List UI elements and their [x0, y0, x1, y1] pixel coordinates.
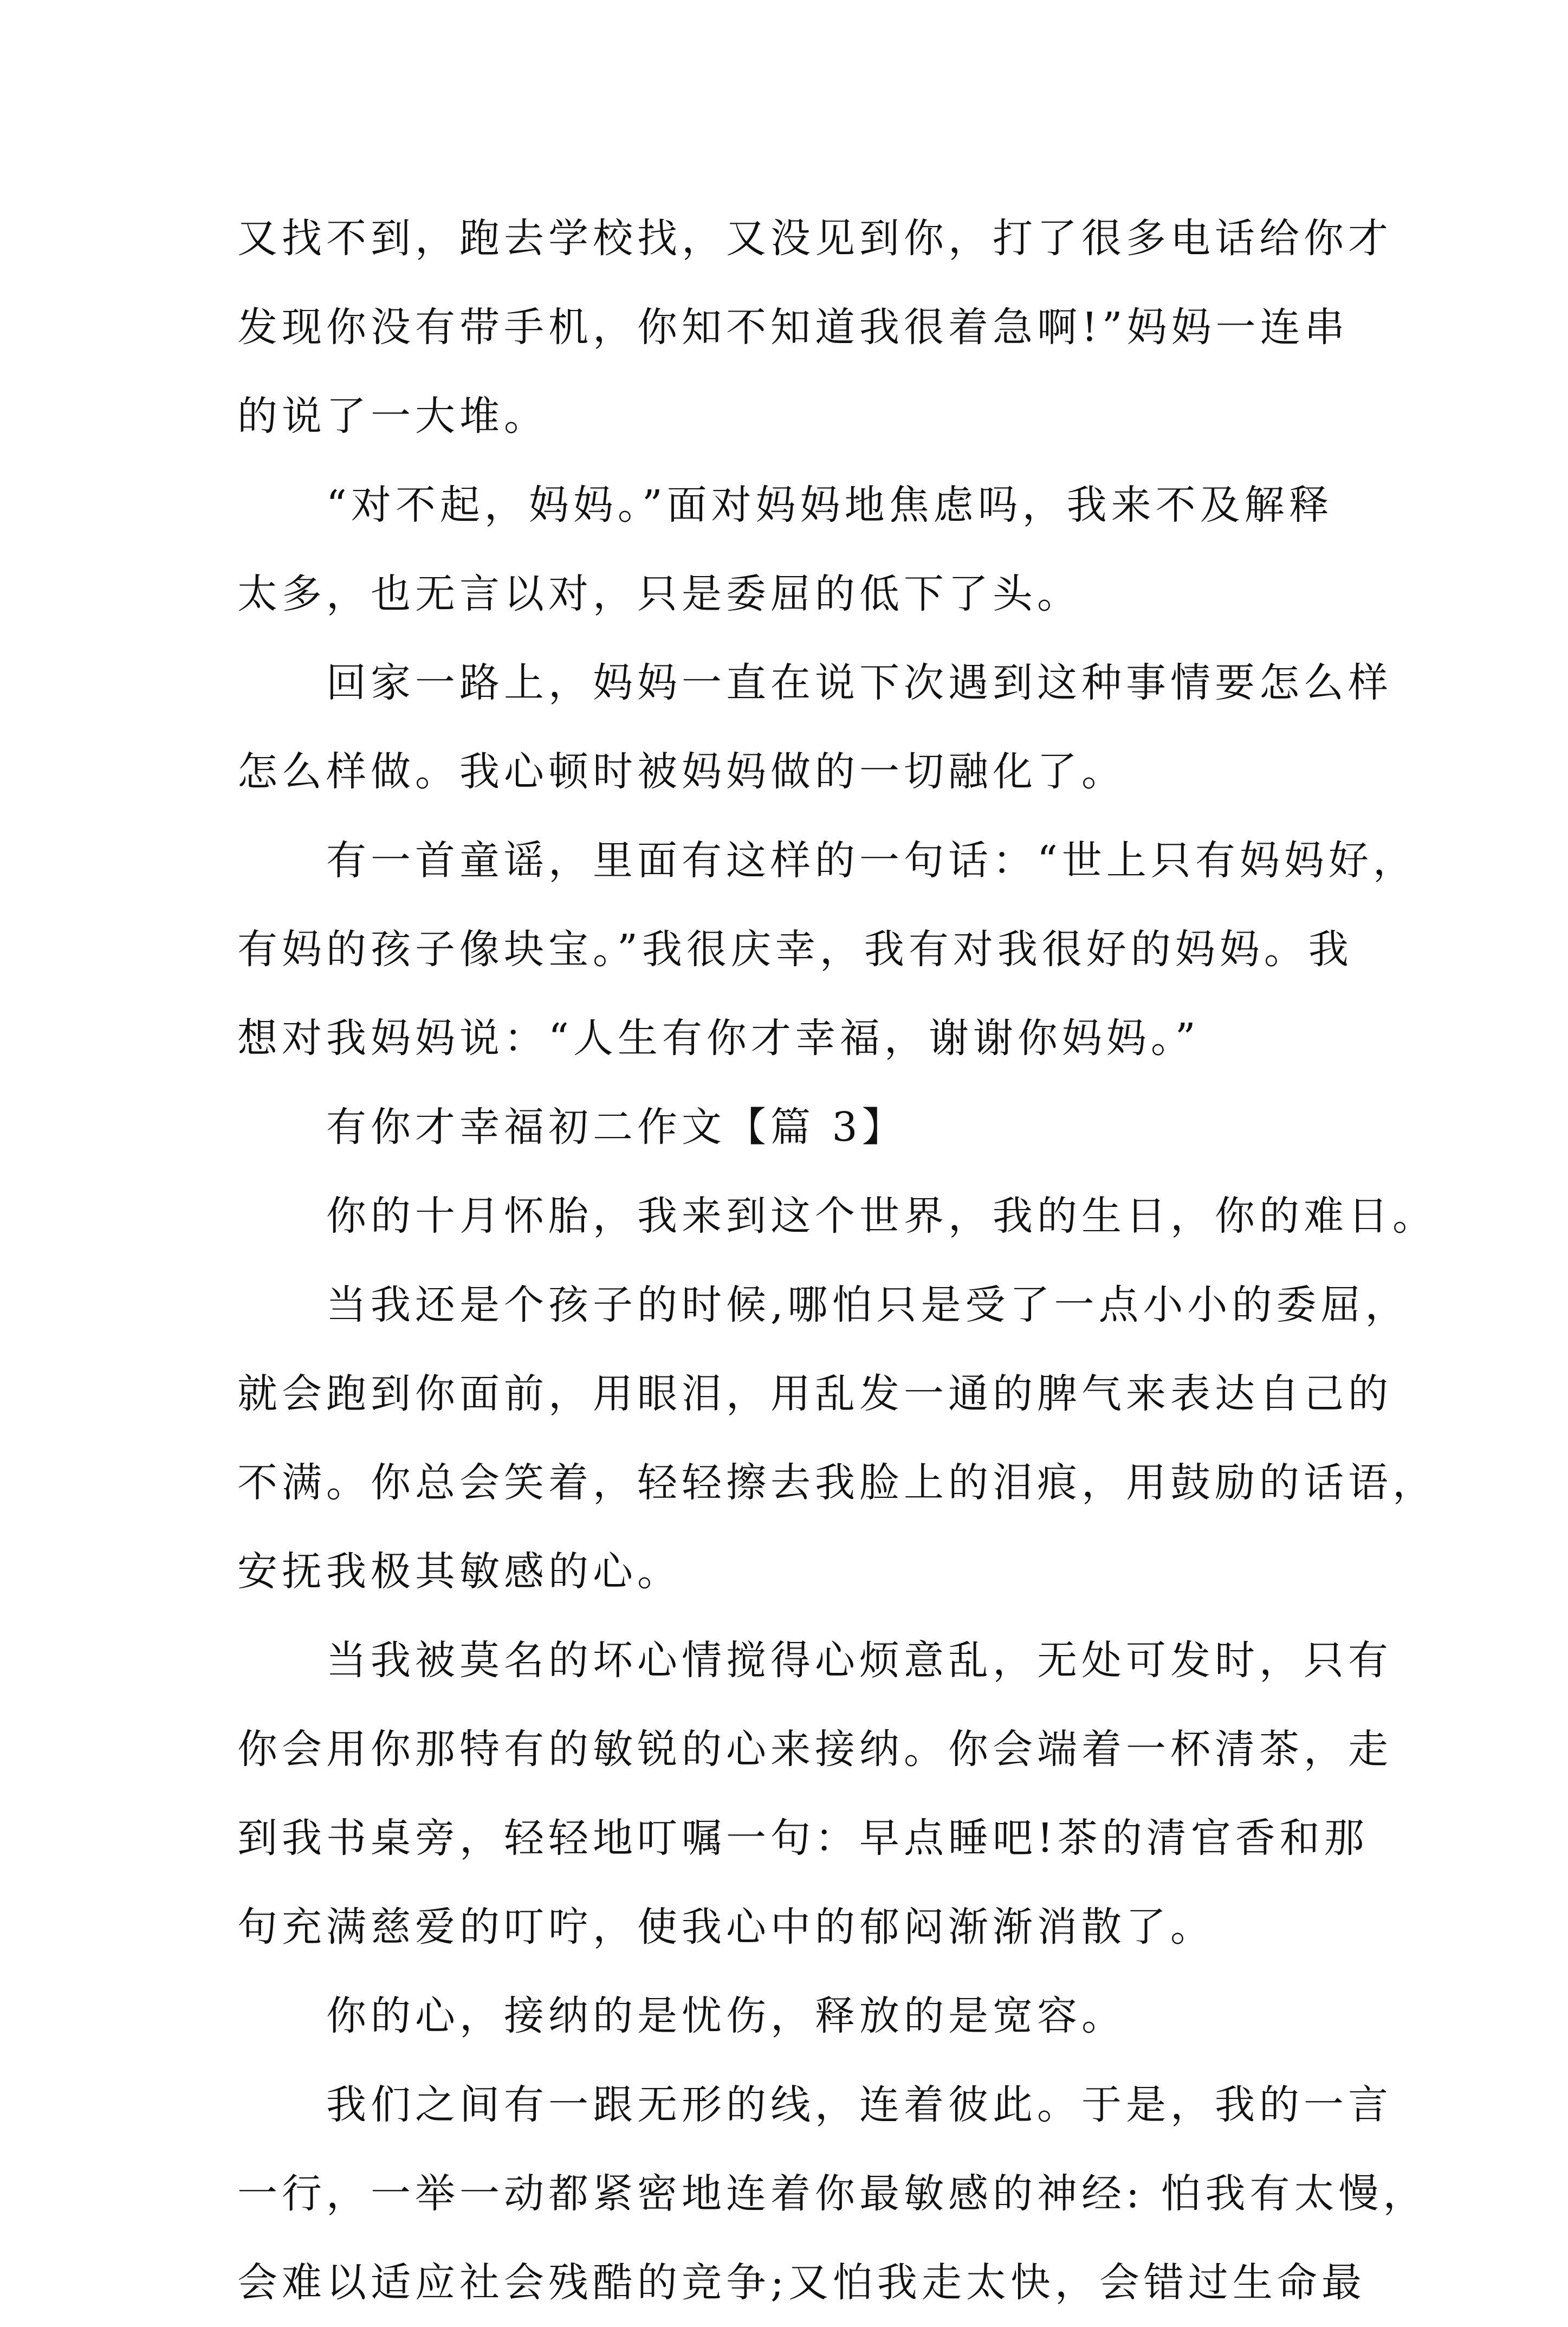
paragraph-start-line: 有一首童谣，里面有这样的一句话：“世上只有妈妈好，	[326, 837, 1417, 884]
paragraph-start-line: 你的心，接纳的是忧伤，释放的是宽容。	[326, 1993, 1126, 2039]
document-body	[237, 194, 1437, 2327]
text-line: 又找不到，跑去学校找，又没见到你，打了很多电话给你才	[237, 215, 1392, 262]
section-heading: 有你才幸福初二作文【篇 3】	[326, 1104, 906, 1150]
text-line: 想对我妈妈说：“人生有你才幸福，谢谢你妈妈。”	[237, 1015, 1200, 1062]
text-line: 的说了一大堆。	[237, 393, 548, 439]
text-line: 安抚我极其敏感的心。	[237, 1548, 682, 1595]
text-line: 怎么样做。我心顿时被妈妈做的一切融化了。	[237, 748, 1126, 795]
text-line: 就会跑到你面前，用眼泪，用乱发一通的脾气来表达自己的	[237, 1371, 1392, 1417]
paragraph-start-line: 当我还是个孩子的时候,哪怕只是受了一点小小的委屈，	[326, 1282, 1410, 1328]
paragraph-start-line: 我们之间有一跟无形的线，连着彼此。于是，我的一言	[326, 2082, 1392, 2128]
text-line: 句充满慈爱的叮咛，使我心中的郁闷渐渐消散了。	[237, 1904, 1215, 1950]
paragraph-start-line: 当我被莫名的坏心情搅得心烦意乱，无处可发时，只有	[326, 1637, 1392, 1684]
text-line: 你会用你那特有的敏锐的心来接纳。你会端着一杯清茶，走	[237, 1726, 1392, 1773]
text-line: 到我书桌旁，轻轻地叮嘱一句：早点睡吧!茶的清官香和那	[237, 1815, 1369, 1861]
text-line: 会难以适应社会残酷的竞争;又怕我走太快，会错过生命最	[237, 2259, 1366, 2306]
paragraph-start-line: 回家一路上，妈妈一直在说下次遇到这种事情要怎么样	[326, 660, 1392, 706]
text-line: 不满。你总会笑着，轻轻擦去我脸上的泪痕，用鼓励的话语，	[237, 1459, 1437, 1506]
text-line: 发现你没有带手机，你知不知道我很着急啊!”妈妈一连串	[237, 304, 1349, 351]
text-line: 太多，也无言以对，只是委屈的低下了头。	[237, 571, 1081, 617]
paragraph-start-line: “对不起，妈妈。”面对妈妈地焦虑吗，我来不及解释	[326, 482, 1333, 528]
text-line: 有妈的孩子像块宝。”我很庆幸，我有对我很好的妈妈。我	[237, 926, 1353, 973]
text-line: 一行，一举一动都紧密地连着你最敏感的神经: 怕我有太慢，	[237, 2170, 1428, 2217]
paragraph-start-line: 你的十月怀胎，我来到这个世界，我的生日，你的难日。	[326, 1193, 1437, 1239]
